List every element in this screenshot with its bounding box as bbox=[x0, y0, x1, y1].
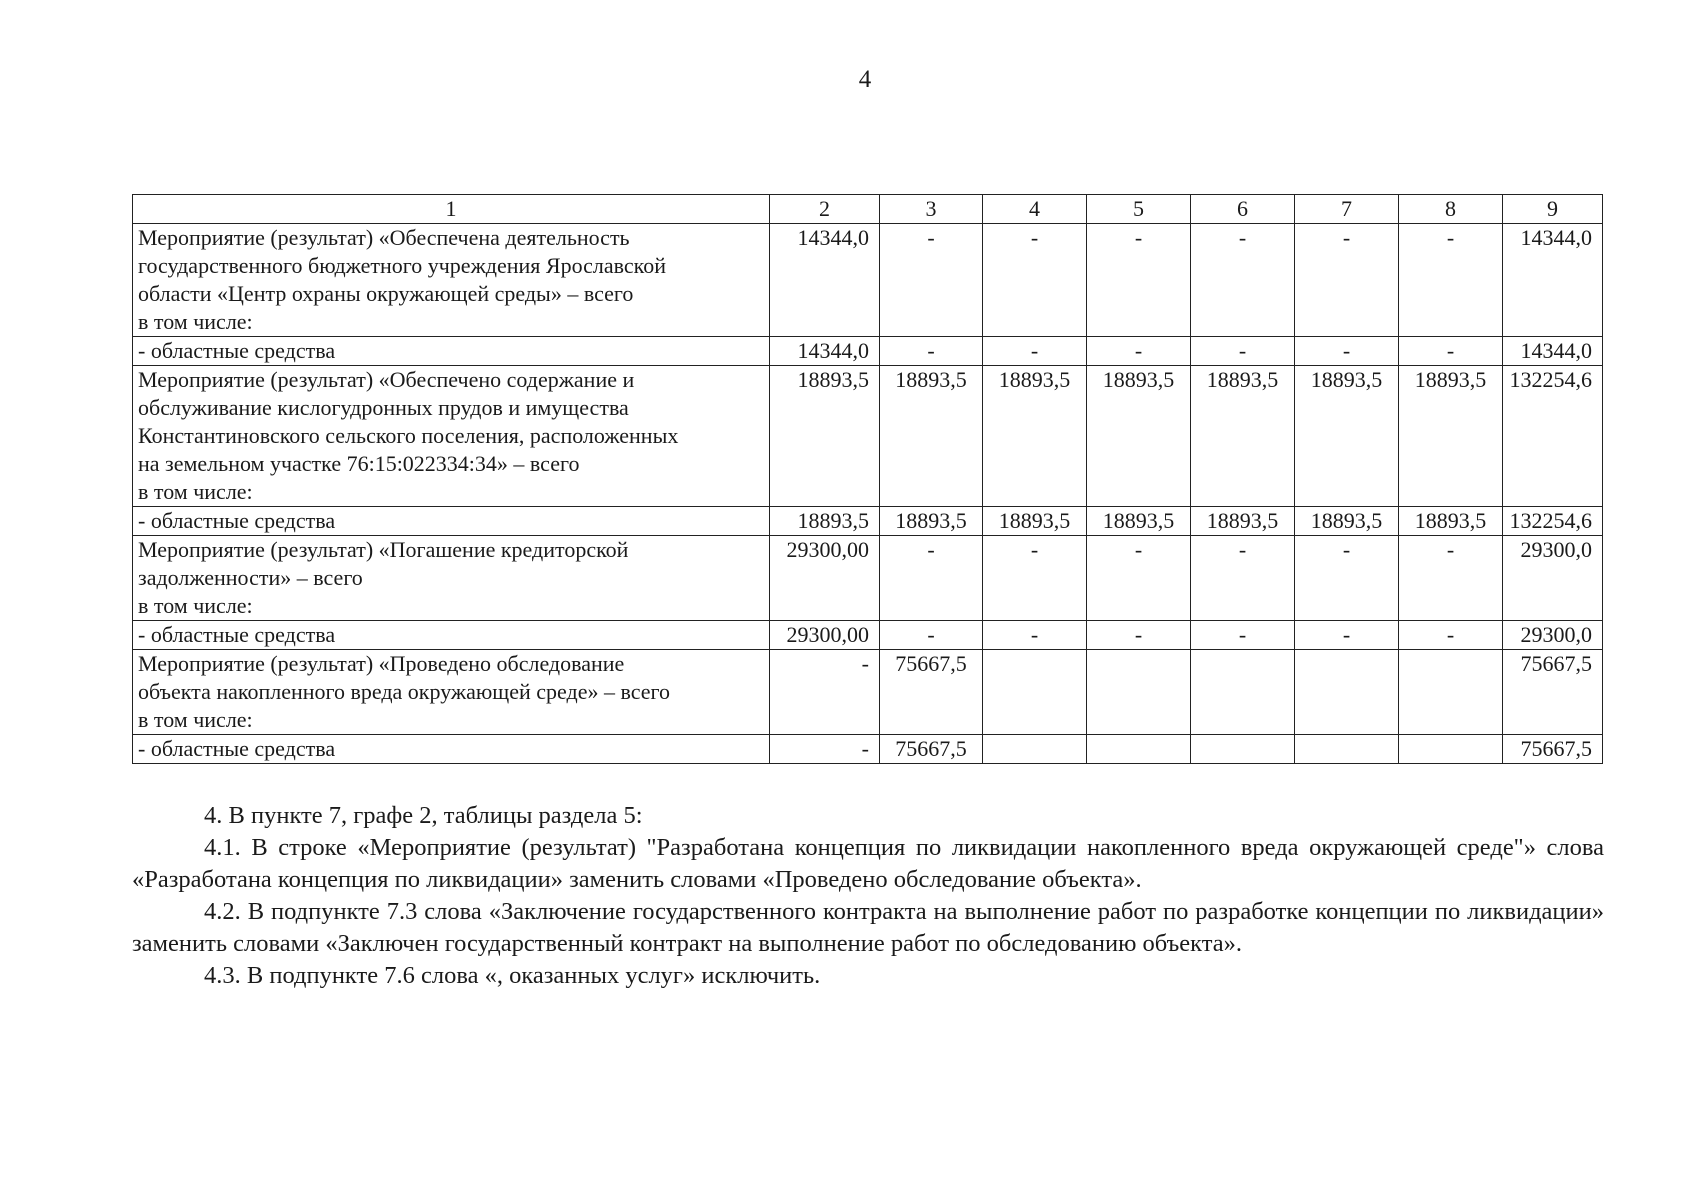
table-row bbox=[133, 366, 1603, 507]
table-cell: - bbox=[1087, 224, 1191, 337]
table-cell bbox=[1295, 735, 1399, 764]
table-cell: 18893,5 bbox=[880, 366, 983, 507]
table-cell: 29300,00 bbox=[770, 621, 880, 650]
table-row bbox=[133, 621, 1603, 650]
table-cell: 18893,5 bbox=[983, 366, 1087, 507]
table-cell bbox=[1087, 650, 1191, 735]
table-header-row bbox=[133, 195, 1603, 224]
table-cell: - bbox=[1295, 224, 1399, 337]
table-cell: - bbox=[1191, 337, 1295, 366]
table-cell: - bbox=[1399, 621, 1503, 650]
table-cell: 29300,0 bbox=[1503, 621, 1603, 650]
column-header: 3 bbox=[880, 195, 983, 224]
table-cell: 29300,0 bbox=[1503, 536, 1603, 621]
table-cell bbox=[983, 650, 1087, 735]
table-cell: - bbox=[983, 224, 1087, 337]
table-row bbox=[133, 650, 1603, 735]
column-header: 1 bbox=[133, 195, 770, 224]
table-cell: 14344,0 bbox=[1503, 224, 1603, 337]
table-cell: - bbox=[1295, 621, 1399, 650]
table-row bbox=[133, 507, 1603, 536]
table-cell: 14344,0 bbox=[770, 337, 880, 366]
budget-table bbox=[132, 194, 1603, 764]
table-cell: - bbox=[1295, 337, 1399, 366]
table-cell: 18893,5 bbox=[770, 507, 880, 536]
table-cell: - bbox=[770, 735, 880, 764]
column-header: 5 bbox=[1087, 195, 1191, 224]
table-cell: 18893,5 bbox=[880, 507, 983, 536]
table-cell: - bbox=[1087, 536, 1191, 621]
table-row bbox=[133, 224, 1603, 337]
table-cell: - bbox=[1295, 536, 1399, 621]
table-row bbox=[133, 536, 1603, 621]
table-cell bbox=[1191, 650, 1295, 735]
table-cell: 18893,5 bbox=[1087, 507, 1191, 536]
table-cell bbox=[1399, 650, 1503, 735]
table-cell bbox=[1399, 735, 1503, 764]
table-cell: 18893,5 bbox=[1399, 507, 1503, 536]
table-cell: - bbox=[1399, 536, 1503, 621]
row-description: Мероприятие (результат) «Обеспечена деятельность государственного бюджетного учреждения Ярославской области «Центр охраны окружающей среды» – всего в том числе: bbox=[133, 224, 770, 337]
table-cell: - bbox=[1191, 621, 1295, 650]
table-cell: - bbox=[1191, 224, 1295, 337]
table-cell: 18893,5 bbox=[983, 507, 1087, 536]
row-description: - областные средства bbox=[133, 735, 770, 764]
table-cell: 75667,5 bbox=[880, 735, 983, 764]
amendment-paragraph: 4.2. В подпункте 7.3 слова «Заключение государственного контракта на выполнение работ по разработке концепции по ликвидации» заменить словами «Заключен государственный контракт на выполнение работ по обследованию объекта». bbox=[132, 898, 1604, 957]
column-header: 8 bbox=[1399, 195, 1503, 224]
table-cell: 18893,5 bbox=[1295, 507, 1399, 536]
page-number: 4 bbox=[858, 66, 872, 93]
table-cell: - bbox=[880, 224, 983, 337]
table-cell bbox=[1087, 735, 1191, 764]
table-cell: 18893,5 bbox=[1191, 366, 1295, 507]
table-cell: - bbox=[1399, 337, 1503, 366]
row-description: Мероприятие (результат) «Погашение кредиторской задолженности» – всего в том числе: bbox=[133, 536, 770, 621]
amendment-paragraph: 4.3. В подпункте 7.6 слова «, оказанных услуг» исключить. bbox=[204, 962, 821, 989]
row-description: Мероприятие (результат) «Проведено обследование объекта накопленного вреда окружающей среде» – всего в том числе: bbox=[133, 650, 770, 735]
table-cell: - bbox=[1087, 337, 1191, 366]
table-cell: 18893,5 bbox=[770, 366, 880, 507]
table-cell: - bbox=[983, 337, 1087, 366]
table-cell: 132254,6 bbox=[1503, 507, 1603, 536]
table-cell: - bbox=[1399, 224, 1503, 337]
row-description: - областные средства bbox=[133, 507, 770, 536]
table-cell: 132254,6 bbox=[1503, 366, 1603, 507]
table-cell: 14344,0 bbox=[770, 224, 880, 337]
table-cell: - bbox=[880, 536, 983, 621]
row-description: Мероприятие (результат) «Обеспечено содержание и обслуживание кислогудронных прудов и имущества Константиновского сельского поселения, расположенных на земельном участке 76:15:022334:34» – всего в том числе: bbox=[133, 366, 770, 507]
table-body bbox=[133, 195, 1603, 764]
table-cell: 14344,0 bbox=[1503, 337, 1603, 366]
table-cell: - bbox=[1191, 536, 1295, 621]
table-cell bbox=[1295, 650, 1399, 735]
column-header: 7 bbox=[1295, 195, 1399, 224]
table-row bbox=[133, 735, 1603, 764]
column-header: 2 bbox=[770, 195, 880, 224]
amendment-paragraph: 4.1. В строке «Мероприятие (результат) "Разработана концепция по ликвидации накопленного вреда окружающей среде"» слова «Разработана концепция по ликвидации» заменить словами «Проведено обследование объекта». bbox=[132, 834, 1604, 893]
table-cell: 18893,5 bbox=[1191, 507, 1295, 536]
column-header: 4 bbox=[983, 195, 1087, 224]
table-cell: 75667,5 bbox=[1503, 735, 1603, 764]
table-cell bbox=[983, 735, 1087, 764]
row-description: - областные средства bbox=[133, 337, 770, 366]
table-row bbox=[133, 337, 1603, 366]
table-cell: - bbox=[1087, 621, 1191, 650]
column-header: 6 bbox=[1191, 195, 1295, 224]
table-cell bbox=[1191, 735, 1295, 764]
amendments-text bbox=[132, 800, 1604, 992]
table-cell: 75667,5 bbox=[1503, 650, 1603, 735]
table-cell: - bbox=[880, 621, 983, 650]
row-description: - областные средства bbox=[133, 621, 770, 650]
table-cell: 75667,5 bbox=[880, 650, 983, 735]
table-cell: 18893,5 bbox=[1295, 366, 1399, 507]
table-cell: 29300,00 bbox=[770, 536, 880, 621]
table-cell: - bbox=[983, 536, 1087, 621]
table-cell: - bbox=[983, 621, 1087, 650]
table-cell: 18893,5 bbox=[1399, 366, 1503, 507]
table-cell: - bbox=[770, 650, 880, 735]
amendment-paragraph: 4. В пункте 7, графе 2, таблицы раздела 5: bbox=[204, 802, 643, 829]
table-cell: - bbox=[880, 337, 983, 366]
column-header: 9 bbox=[1503, 195, 1603, 224]
table-cell: 18893,5 bbox=[1087, 366, 1191, 507]
